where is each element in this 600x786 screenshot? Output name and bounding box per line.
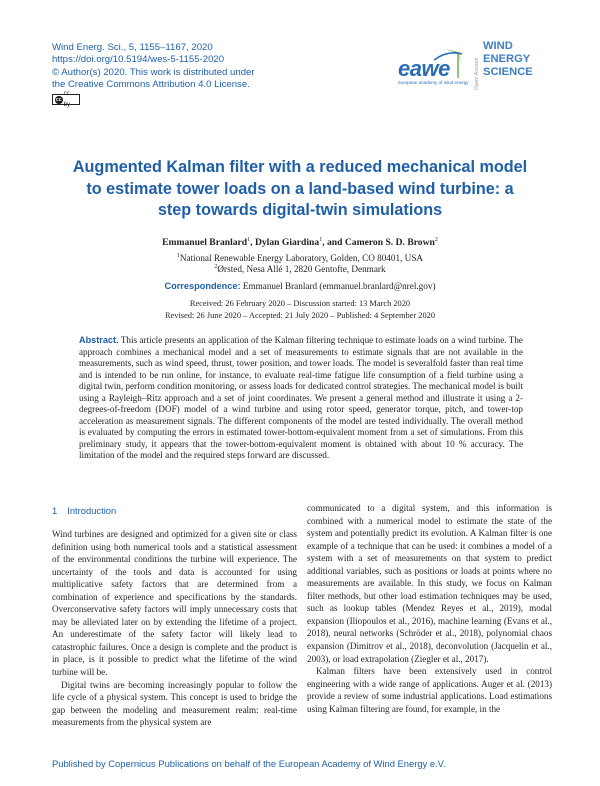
author-affiliation-mark: 2 xyxy=(434,237,438,243)
author-separator: , xyxy=(250,237,255,249)
eawe-subtitle: european academy of wind energy xyxy=(398,80,469,85)
correspondence-email[interactable]: Emmanuel Branlard (emmanuel.branlard@nrel.gov) xyxy=(242,281,436,291)
abstract xyxy=(79,335,523,462)
affiliation-mark: 2 xyxy=(214,264,218,270)
publisher-footer: Published by Copernicus Publications on behalf of the European Academy of Wind Energy e.V. xyxy=(52,758,446,769)
paragraph: communicated to a digital system, and this information is combined with a numerical model to estimate the state of the system and potentially predict its evolution. A Kalman filter is one example of a technique that can be used: it combines a model of a system with a set of measurements on that system to predict additional variables, such as positions or loads at points where no measurements are available. In this study, we focus on Kalman filter methods, but other load estimation techniques may be used, such as lookup tables (Mendez Reyes et al., 2019), modal expansion (Iliopoulos et al., 2016), machine learning (Evans et al., 2018), neural networks (Schröder et al., 2018), polynomial chaos expansion (Dimitrov et al., 2018), deconvolution (Jacquelin et al., 2003), or load extrapolation (Ziegler et al., 2017). xyxy=(307,503,552,664)
license-line[interactable]: the Creative Commons Attribution 4.0 License. xyxy=(52,78,250,90)
journal-name-line: WIND xyxy=(483,40,513,52)
journal-name-line: SCIENCE xyxy=(483,65,533,78)
cc-badge-label: cc by xyxy=(63,90,70,108)
revised-dates: Revised: 26 June 2020 – Accepted: 21 July 2020 – Published: 4 September 2020 xyxy=(164,311,436,320)
affiliation xyxy=(60,264,540,274)
right-column xyxy=(307,502,552,715)
copyright-line: © Author(s) 2020. This work is distributed under xyxy=(52,66,255,78)
eawe-wordmark: eawe xyxy=(398,56,450,81)
affiliation xyxy=(60,253,540,263)
paragraph: Digital twins are becoming increasingly popular to follow the life cycle of a physical system. This concept is used to bridge the gap between the modeling and measurement realm: real-time measurements from the physical system are xyxy=(52,679,297,728)
section-number: 1 xyxy=(52,505,58,516)
doi-link[interactable]: https://doi.org/10.5194/wes-5-1155-2020 xyxy=(52,54,225,66)
affiliation-text: Ørsted, Nesa Allé 1, 2820 Gentofte, Denmark xyxy=(217,264,386,275)
correspondence-label: Correspondence: xyxy=(164,281,241,291)
section-title: Introduction xyxy=(67,505,117,516)
author-list xyxy=(60,237,540,248)
cc-icon: cc xyxy=(56,96,62,103)
affiliation-text: National Renewable Energy Laboratory, Golden, CO 80401, USA xyxy=(179,253,424,264)
journal-name xyxy=(483,40,533,78)
journal-citation: Wind Energ. Sci., 5, 1155–1167, 2020 xyxy=(52,42,213,53)
citation-block xyxy=(52,42,255,91)
paragraph: Wind turbines are designed and optimized for a given site or class definition using both numerical tools and a statistical assessment of the environmental conditions the turbine will experience. The uncertainty of the tools and data is accounted for using multiplicative safety factors that are determined from a combination of experience and specifications by the standards. Overconservative safety factors will imply unnecessary costs that may be alleviated later on by extending the lifetime of a project. An underestimate of the safety factor will likely lead to catastrophic failures. Once a design is complete and the product is in place, is it possible to predict what the lifetime of the wind turbine will be. xyxy=(52,529,297,678)
author-affiliation-mark: 1 xyxy=(319,237,323,243)
affiliation-mark: 1 xyxy=(176,253,180,259)
open-access-label: Open Access xyxy=(474,57,480,90)
author-separator: , and xyxy=(322,237,345,249)
author-name: Emmanuel Branlard xyxy=(162,237,248,249)
author-affiliation-mark: 1 xyxy=(247,237,251,243)
paper-title: Augmented Kalman filter with a reduced mechanical model to estimate tower loads on a land-based wind turbine: a step towards digital-twin simulations xyxy=(72,158,528,219)
left-column xyxy=(52,528,297,729)
author-name: Dylan Giardina xyxy=(254,237,320,249)
author-name: Cameron S. D. Brown xyxy=(344,237,435,249)
received-dates: Received: 26 February 2020 – Discussion started: 13 March 2020 xyxy=(189,299,411,308)
section-heading xyxy=(52,505,116,516)
journal-name-line: ENERGY xyxy=(483,52,531,65)
cc-license-badge[interactable] xyxy=(52,90,80,108)
paragraph: Kalman filters have been extensively used in control engineering with a wide range of applications. Auger et al. (2013) provide a review of some industrial applications. Load estimations using Kalman filtering are found, for example, in the xyxy=(307,666,552,714)
abstract-label: Abstract. xyxy=(79,335,119,345)
correspondence xyxy=(60,281,540,291)
abstract-text: This article presents an application of the Kalman filtering technique to estimate loads on a wind turbine. The approach combines a mechanical model and a set of measurements to estimate signals that are not available in the measurements, such as wind speed, thrust, tower position, and tower loads. The model is severalfold faster than real time and is intended to be run online, for instance, to evaluate real-time fatigue life consumption of a field turbine using a digital twin, perform condition monitoring, or assess loads for dedicated control strategies. The mechanical model is built using a Rayleigh–Ritz approach and a set of joint coordinates. We present a general method and illustrate it using a 2-degrees-of-freedom (DOF) model of a wind turbine and using rotor speed, generator torque, pitch, and tower-top acceleration as measurement signals. The different components of the model are tested individually. The overall method is evaluated by computing the errors in estimated tower-bottom-equivalent moment from a set of simulations. From this preliminary study, it appears that the tower-bottom-equivalent moment is obtained with about 10 % accuracy. The limitation of the model and the required steps forward are discussed. xyxy=(79,335,523,461)
